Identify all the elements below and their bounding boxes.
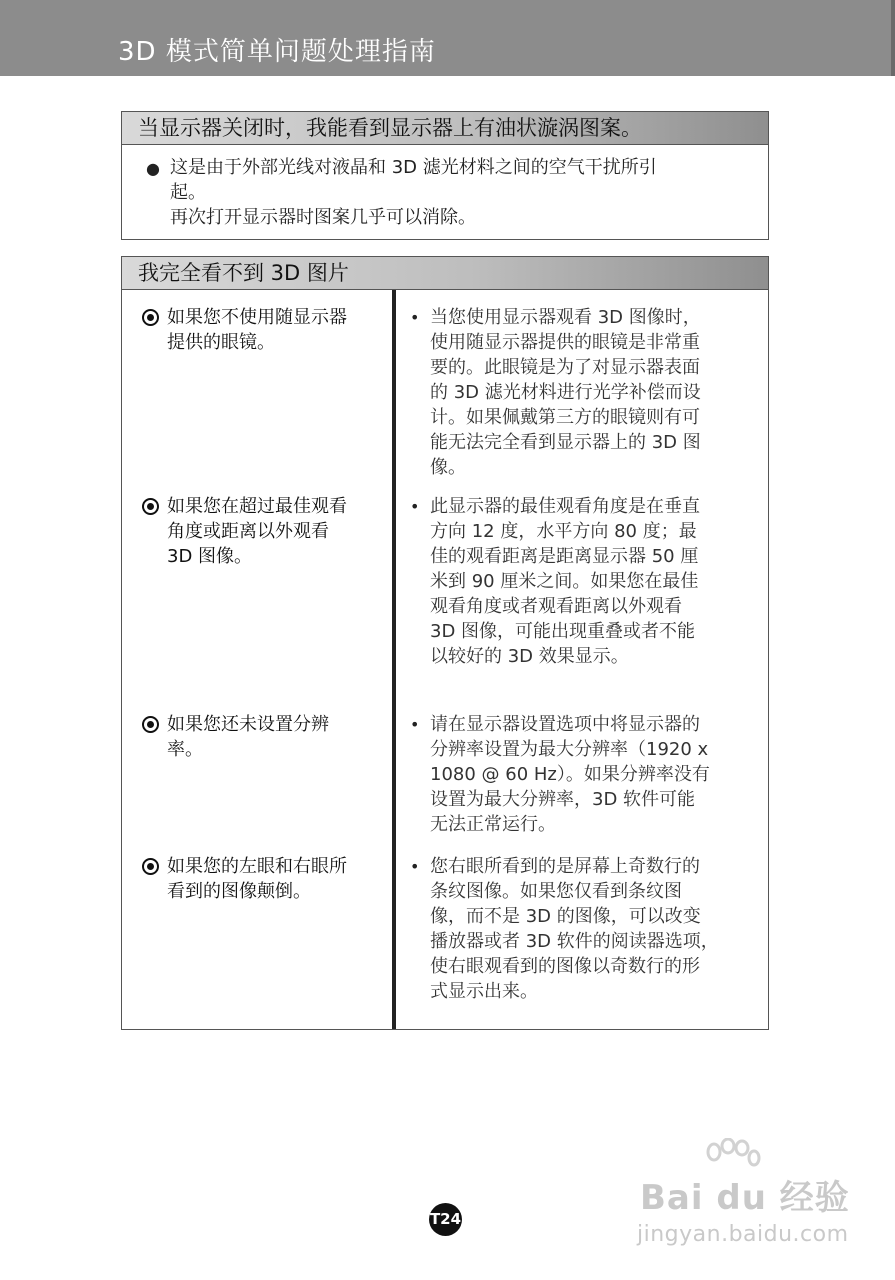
watermark-url: jingyan.baidu.com (637, 1222, 849, 1247)
target-bullet-icon (142, 498, 159, 515)
page-number: T24 (429, 1203, 462, 1236)
bullet-icon: • (410, 715, 420, 734)
answer-line: 能无法完全看到显示器上的 3D 图 (430, 432, 701, 453)
answer-line: 条纹图像。如果您仅看到条纹图 (430, 881, 682, 902)
question-line: 率。 (167, 739, 203, 760)
answer-line: 3D 图像，可能出现重叠或者不能 (430, 621, 696, 642)
bullet-icon: ● (146, 159, 160, 178)
answer-line: 以较好的 3D 效果显示。 (430, 646, 629, 667)
answer-line: 使右眼观看到的图像以奇数行的形 (430, 956, 700, 977)
section-oil-pattern-title: 当显示器关闭时，我能看到显示器上有油状漩涡图案。 (122, 112, 768, 145)
page-header (0, 0, 895, 76)
section-oil-pattern (121, 111, 769, 240)
question-line: 提供的眼镜。 (167, 332, 275, 353)
answer-line: 佳的观看距离是距离显示器 50 厘 (430, 546, 699, 567)
section-no-3d (121, 256, 769, 1030)
answer-line: 观看角度或者观看距离以外观看 (430, 596, 682, 617)
question-line: 如果您的左眼和右眼所 (167, 856, 347, 877)
answer-line: 此显示器的最佳观看角度是在垂直 (430, 496, 700, 517)
body-line: 再次打开显示器时图案几乎可以消除。 (170, 207, 476, 228)
answer-line: 无法正常运行。 (430, 814, 556, 835)
target-bullet-icon (142, 858, 159, 875)
answer-line: 请在显示器设置选项中将显示器的 (430, 714, 700, 735)
column-divider (392, 290, 396, 1029)
target-bullet-icon (142, 309, 159, 326)
answer-line: 您右眼所看到的是屏幕上奇数行的 (430, 856, 700, 877)
body-line: 起。 (170, 182, 206, 203)
answer-line: 使用随显示器提供的眼镜是非常重 (430, 332, 700, 353)
question-line: 如果您不使用随显示器 (167, 307, 347, 328)
answer-line: 播放器或者 3D 软件的阅读器选项， (430, 931, 719, 952)
bullet-icon: • (410, 857, 420, 876)
answer-line: 1080 @ 60 Hz）。如果分辨率没有 (430, 764, 710, 785)
answer-line: 设置为最大分辨率，3D 软件可能 (430, 789, 696, 810)
question-line: 如果您还未设置分辨 (167, 714, 329, 735)
answer-line: 式显示出来。 (430, 981, 538, 1002)
bullet-icon: • (410, 497, 420, 516)
answer-line: 要的。此眼镜是为了对显示器表面 (430, 357, 700, 378)
answer-line: 像，而不是 3D 的图像，可以改变 (430, 906, 701, 927)
answer-line: 的 3D 滤光材料进行光学补偿而设 (430, 382, 701, 403)
answer-line: 分辨率设置为最大分辨率（1920 x (430, 739, 709, 760)
question-line: 3D 图像。 (167, 546, 253, 567)
question-line: 角度或距离以外观看 (167, 521, 329, 542)
bullet-icon: • (410, 308, 420, 327)
answer-line: 计。如果佩戴第三方的眼镜则有可 (430, 407, 700, 428)
question-line: 看到的图像颠倒。 (167, 881, 311, 902)
answer-line: 方向 12 度，水平方向 80 度；最 (430, 521, 697, 542)
section-no-3d-title: 我完全看不到 3D 图片 (122, 257, 768, 290)
answer-line: 像。 (430, 457, 466, 478)
page-title: 3D 模式简单问题处理指南 (118, 37, 436, 67)
watermark-logo: Bai du 经验 (640, 1178, 850, 1218)
answer-line: 米到 90 厘米之间。如果您在最佳 (430, 571, 699, 592)
question-line: 如果您在超过最佳观看 (167, 496, 347, 517)
answer-line: 当您使用显示器观看 3D 图像时， (430, 307, 701, 328)
target-bullet-icon (142, 716, 159, 733)
body-line: 这是由于外部光线对液晶和 3D 滤光材料之间的空气干扰所引 (170, 157, 657, 178)
